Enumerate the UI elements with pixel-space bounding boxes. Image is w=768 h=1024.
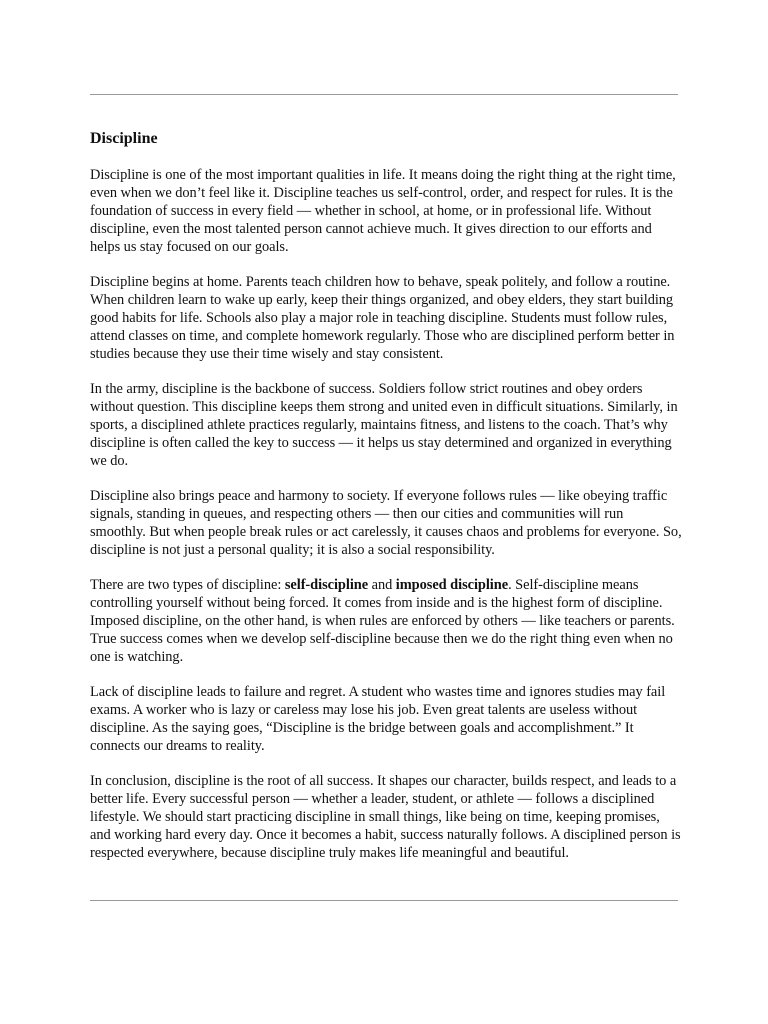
types-joiner-text: and bbox=[368, 577, 396, 594]
term-self-discipline: self-discipline bbox=[284, 577, 369, 594]
paragraph-intro: Discipline is one of the most important qualities in life. It means doing the right thing at the right time, even when we don’t feel like it. Discipline teaches us self-control, order, and respect for rules. It is the foundation of success in every field — whether in school, at home, or in professional life. Without discipline, even the most talented person cannot achieve much. It gives direction to our efforts and helps us stay focused on our goals. bbox=[90, 167, 676, 255]
essay-title: Discipline bbox=[90, 130, 158, 147]
essay-body bbox=[90, 128, 682, 880]
paragraph-lack: Lack of discipline leads to failure and regret. A student who wastes time and ignores studies may fail exams. A worker who is lazy or careless may lose his job. Even great talents are useless without discipline. As the saying goes, “Discipline is the bridge between goals and accomplishment.” It connects our dreams to reality. bbox=[90, 684, 666, 754]
bottom-divider bbox=[90, 900, 678, 901]
paragraph-army-sports: In the army, discipline is the backbone of success. Soldiers follow strict routines and obey orders without question. This discipline keeps them strong and united even in difficult situations. Similarly, in sports, a disciplined athlete practices regularly, maintains fitness, and listens to the coach. That’s why discipline is often called the key to success — it helps us stay determined and organized in everything we do. bbox=[90, 381, 678, 469]
paragraph-home-school: Discipline begins at home. Parents teach children how to behave, speak politely, and follow a routine. When children learn to wake up early, keep their things organized, and obey elders, they start building good habits for life. Schools also play a major role in teaching discipline. Students must follow rules, attend classes on time, and complete homework regularly. Those who are disciplined perform better in studies because they use their time wisely and stay consistent. bbox=[90, 274, 675, 362]
types-rest-text: . Self-discipline means controlling yourself without being forced. It comes from inside and is the highest form of discipline. Imposed discipline, on the other hand, is when rules are enforced by others — like teachers or parents. True success comes when we develop self-discipline because then we do the right thing even when no one is watching. bbox=[90, 577, 675, 665]
term-imposed-discipline: imposed discipline bbox=[395, 577, 509, 594]
types-intro-text: There are two types of discipline: bbox=[90, 577, 285, 594]
top-divider bbox=[90, 94, 678, 95]
paragraph-society: Discipline also brings peace and harmony to society. If everyone follows rules — like obeying traffic signals, standing in queues, and respecting others — then our cities and communities will run smoothly. But when people break rules or act carelessly, it causes chaos and problems for everyone. So, discipline is not just a personal quality; it is also a social responsibility. bbox=[90, 488, 682, 558]
paragraph-types bbox=[90, 577, 682, 667]
paragraph-conclusion: In conclusion, discipline is the root of all success. It shapes our character, builds respect, and leads to a better life. Every successful person — whether a leader, student, or athlete — follows a disciplined lifestyle. We should start practicing discipline in small things, like being on time, keeping promises, and working hard every day. Once it becomes a habit, success naturally follows. A disciplined person is respected everywhere, because discipline truly makes life meaningful and beautiful. bbox=[90, 773, 681, 861]
